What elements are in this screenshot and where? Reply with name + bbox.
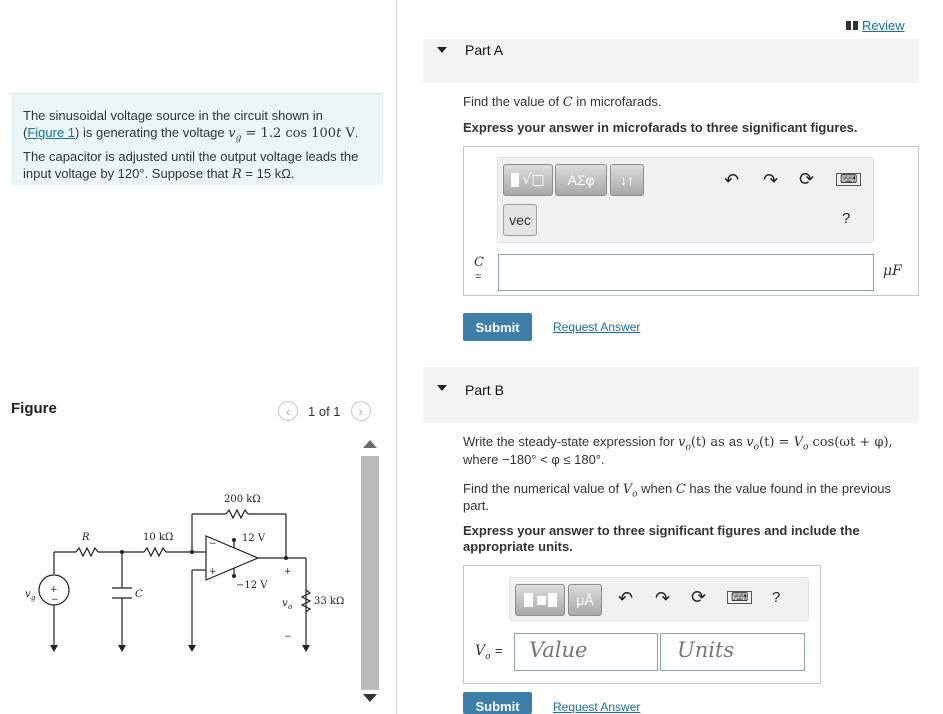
part-b-instruction-2: appropriate units. — [463, 539, 573, 554]
reset-icon[interactable]: ⟳ — [691, 587, 707, 607]
part-b-question-3: Find the numerical value of $V_o$ when C has the value found in the previous — [463, 481, 892, 500]
r-value: = 15 kΩ. — [241, 165, 295, 181]
review-link[interactable] — [846, 18, 905, 33]
undo-icon[interactable]: ↶ — [724, 170, 740, 190]
undo-icon[interactable]: ↶ — [618, 588, 634, 608]
figure-pager — [278, 400, 371, 422]
output-label: v — [282, 598, 288, 609]
left-pane — [0, 0, 397, 714]
part-a-answer-box — [463, 146, 919, 296]
templates-button[interactable]: √□ — [503, 164, 553, 196]
part-b-instruction-1: Express your answer to three significant figures and include the — [463, 523, 860, 538]
reset-icon[interactable]: ⟳ — [799, 169, 815, 189]
feedback-resistor-label: 200 kΩ — [224, 494, 261, 505]
vg-symbol: v — [228, 126, 236, 141]
c-answer-input[interactable] — [498, 254, 874, 291]
units-placeholder: Units — [677, 638, 735, 662]
voltage-equation: = 1.2 cos 100 — [241, 126, 337, 141]
part-a-title: Part A — [465, 42, 504, 58]
figure-link[interactable]: Figure 1 — [27, 125, 76, 140]
part-b-toolbar — [509, 577, 809, 621]
vo-units-input[interactable] — [660, 633, 805, 671]
circuit-diagram — [6, 440, 352, 710]
problem-text-1: The sinusoidal voltage source in the circuit shown in — [23, 108, 323, 123]
review-icon — [846, 21, 858, 30]
part-a-request-answer[interactable]: Request Answer — [553, 320, 641, 334]
part-b-question-2: where −180° < φ ≤ 180°. — [463, 452, 605, 467]
scroll-down-icon[interactable] — [363, 694, 377, 702]
problem-text-3: The capacitor is adjusted until the output voltage leads the — [23, 148, 359, 164]
problem-text-2: ) is generating the voltage — [75, 125, 229, 140]
arrows-button[interactable]: ↓↑ — [610, 164, 644, 196]
input-resistor-label: 10 kΩ — [143, 532, 174, 543]
help-icon[interactable]: ? — [842, 210, 851, 227]
figure-heading: Figure — [11, 400, 57, 417]
vg-subscript: g — [235, 133, 242, 144]
next-figure-button[interactable]: › — [351, 401, 371, 421]
redo-icon[interactable]: ↷ — [763, 170, 779, 190]
symbols-button[interactable]: ΑΣφ — [555, 164, 607, 196]
vee-label: −12 V — [236, 580, 268, 591]
review-label: Review — [862, 18, 905, 33]
collapse-icon — [437, 47, 447, 53]
scroll-up-icon[interactable] — [363, 440, 377, 448]
vec-button[interactable]: vec — [503, 204, 537, 236]
part-b-question-4: part. — [463, 498, 490, 513]
part-b-request-answer[interactable]: Request Answer — [553, 700, 641, 714]
figure-scrollbar[interactable] — [359, 436, 381, 712]
part-a-submit-button[interactable]: Submit — [463, 313, 532, 341]
c-variable-label: C — [474, 255, 484, 270]
scroll-thumb[interactable] — [361, 456, 379, 690]
source-plus: + — [50, 585, 58, 595]
figure-page-count: 1 of 1 — [308, 403, 341, 419]
help-icon[interactable]: ? — [772, 589, 781, 606]
prev-figure-button[interactable]: ‹ — [278, 401, 298, 421]
collapse-icon — [437, 385, 447, 391]
part-a-header[interactable] — [423, 39, 919, 83]
part-b-title: Part B — [465, 382, 504, 398]
vo-variable-label: $V_o$ — [475, 643, 491, 662]
keyboard-icon[interactable]: ⌨ — [727, 591, 752, 604]
pane-divider — [396, 0, 397, 714]
source-label: v — [25, 589, 31, 600]
part-b-answer-box — [463, 565, 821, 684]
part-a-instruction: Express your answer in microfarads to three significant figures. — [463, 120, 858, 135]
output-label-subscript: o — [288, 603, 293, 611]
c-equals: = — [475, 271, 482, 283]
part-b-submit-button[interactable]: Submit — [463, 692, 532, 714]
opamp-minus: − — [209, 539, 217, 549]
redo-icon[interactable]: ↷ — [655, 588, 671, 608]
vo-value-input[interactable] — [514, 633, 658, 671]
source-label-subscript: g — [31, 594, 36, 602]
part-a-toolbar — [497, 157, 874, 243]
capacitor-label: C — [135, 589, 143, 600]
r-symbol: R — [232, 166, 242, 182]
templates-button[interactable] — [515, 584, 565, 616]
value-placeholder: Value — [529, 638, 588, 662]
opamp-plus: + — [209, 567, 217, 577]
part-b-question-1: Write the steady-state expression for $v_o(t)$ as as $v_o(t) = V_o$ cos(ωt + φ), — [463, 434, 893, 453]
units-button[interactable]: μÅ — [568, 584, 602, 616]
output-minus: − — [284, 632, 292, 642]
c-unit-label: μF — [883, 263, 902, 279]
vcc-label: 12 V — [242, 533, 266, 544]
voltage-unit: V — [341, 126, 355, 141]
load-resistor-label: 33 kΩ — [314, 596, 345, 607]
part-b-header[interactable] — [423, 367, 919, 423]
vo-equals: = — [495, 643, 503, 658]
t-symbol: t — [336, 126, 342, 141]
problem-statement: The sinusoidal voltage source in the circuit shown in (Figure 1) is generating the voltage $v_g = 1.2$ cos 100t V. The capacitor is adjusted until the output voltage leads the input voltage by 120°. Suppose that R = 15 kΩ. — [11, 93, 383, 185]
part-a-question: Find the value of C in microfarads. — [463, 94, 662, 110]
source-minus: − — [51, 595, 59, 605]
keyboard-icon[interactable]: ⌨ — [836, 173, 861, 186]
problem-text-4: input voltage by 120°. Suppose that — [23, 165, 233, 181]
output-plus: + — [284, 567, 292, 577]
r-label: R — [82, 532, 90, 543]
